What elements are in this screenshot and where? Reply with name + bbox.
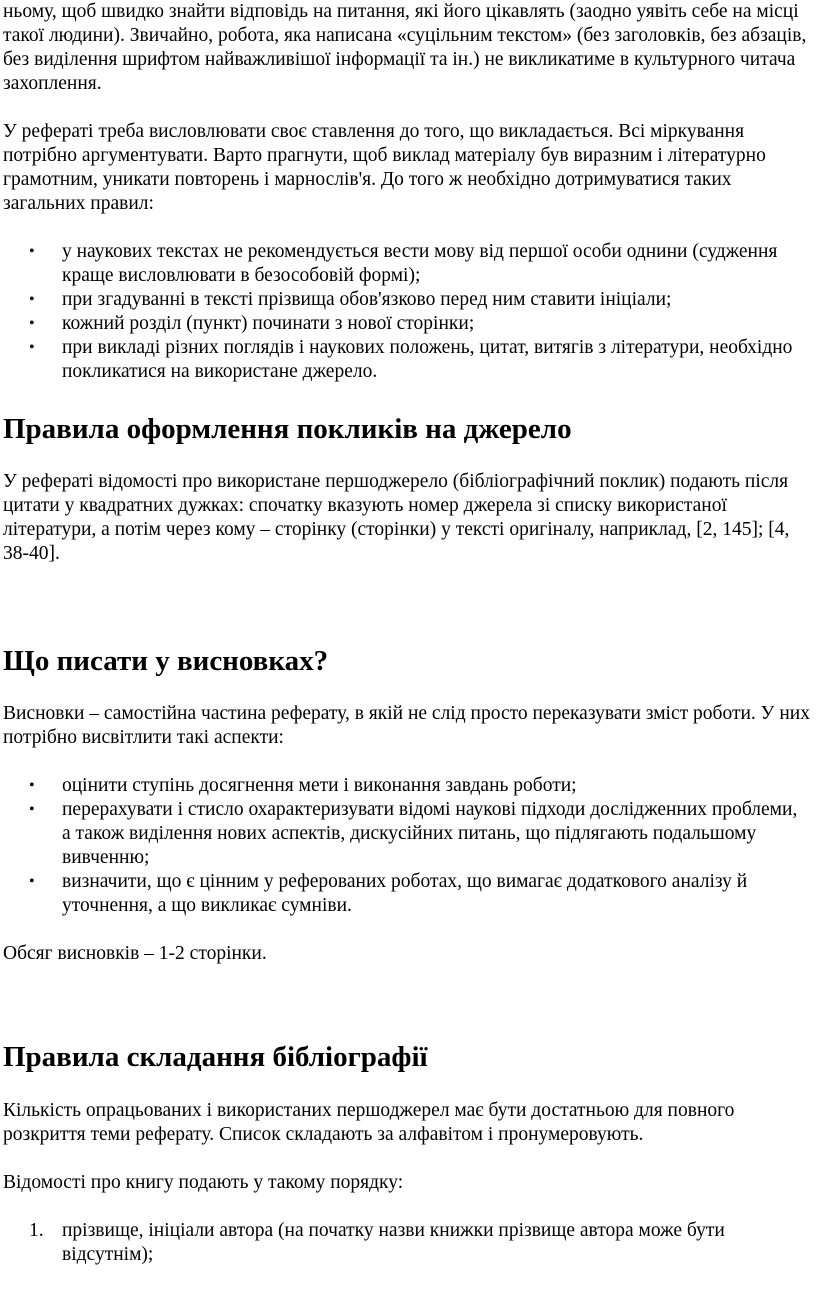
list-item-text: визначити, що є цінним у реферованих роботах, що вимагає додаткового аналізу й уточнення, а що викликає сумніви. <box>62 871 748 916</box>
paragraph-intro: ньому, щоб швидко знайти відповідь на питання, які його цікавлять (заодно уявіть себе на місці такої людини). Звичайно, робота, яка написана «суцільним текстом» (без заголовків, без абзаців, без виділення шрифтом найважливішої інформації та ін.) не викликатиме в культурного читача захоплення. <box>3 1 807 94</box>
rules-list <box>3 240 815 384</box>
list-item <box>3 312 802 336</box>
bibliography-order-list <box>3 1219 815 1267</box>
bullet-icon: • <box>29 873 35 890</box>
list-item <box>3 774 802 798</box>
list-item-text: у наукових текстах не рекомендується вести мову від першої особи однини (судження краще висловлювати в безособовій формі); <box>62 241 778 286</box>
list-item <box>3 288 802 312</box>
list-item <box>3 1219 802 1267</box>
heading-bibliography: Правила складання бібліографії <box>3 1041 428 1073</box>
bullet-icon: • <box>29 291 35 308</box>
list-item-text: прізвище, ініціали автора (на початку назви книжки прізвище автора може бути відсутнім); <box>62 1220 725 1265</box>
bullet-icon: • <box>29 315 35 332</box>
conclusions-list <box>3 774 815 918</box>
bullet-icon: • <box>29 339 35 356</box>
paragraph-conclusions-volume: Обсяг висновків – 1-2 сторінки. <box>3 943 267 964</box>
list-item-text: при згадуванні в тексті прізвища обов'язково перед ним ставити ініціали; <box>62 289 672 310</box>
bullet-icon: • <box>29 243 35 260</box>
heading-conclusions: Що писати у висновках? <box>3 645 329 677</box>
paragraph-bibliography-2: Відомості про книгу подають у такому порядку: <box>3 1172 404 1193</box>
list-number: 1. <box>29 1220 44 1241</box>
list-item <box>3 240 802 288</box>
bullet-icon: • <box>29 777 35 794</box>
paragraph-bibliography-1: Кількість опрацьованих і використаних першоджерел має бути достатньою для повного розкриття теми реферату. Список складають за алфавітом і пронумеровують. <box>3 1100 735 1145</box>
paragraph-citations: У рефераті відомості про використане першоджерело (бібліографічний поклик) подають після цитати у квадратних дужках: спочатку вказують номер джерела зі списку використаної літератури, а потім через кому – сторінку (сторінки) у тексті оригіналу, наприклад, [2, 145]; [4, 38-40]. <box>3 471 790 564</box>
heading-citations: Правила оформлення покликів на джерело <box>3 413 572 445</box>
list-item-text: перерахувати і стисло охарактеризувати відомі наукові підходи дослідженних проблеми, а також виділення нових аспектів, дискусійних питань, що підлягають подальшому вивченню; <box>62 799 798 868</box>
list-item <box>3 798 802 870</box>
paragraph-attitude: У рефераті треба висловлювати своє ставлення до того, що викладається. Всі міркування потрібно аргументувати. Варто прагнути, щоб виклад матеріалу був виразним і літературно грамотним, уникати повторень і марнослів'я. До того ж необхідно дотримуватися таких загальних правил: <box>3 121 766 214</box>
paragraph-conclusions-intro: Висновки – самостійна частина реферату, в якій не слід просто переказувати зміст роботи. У них потрібно висвітлити такі аспекти: <box>3 703 810 748</box>
list-item-text: кожний розділ (пункт) починати з нової сторінки; <box>62 313 475 334</box>
bullet-icon: • <box>29 801 35 818</box>
list-item-text: оцінити ступінь досягнення мети і виконання завдань роботи; <box>62 775 577 796</box>
list-item-text: при викладі різних поглядів і наукових положень, цитат, витягів з літератури, необхідно покликатися на використане джерело. <box>62 337 793 382</box>
list-item <box>3 336 802 384</box>
list-item <box>3 870 802 918</box>
